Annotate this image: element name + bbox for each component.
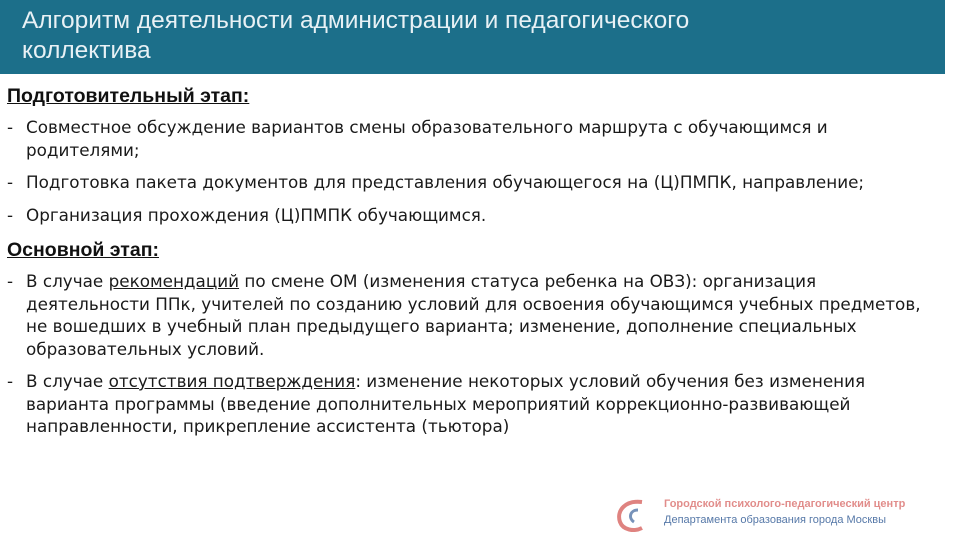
right-edge-strip bbox=[945, 0, 960, 540]
list-item-prefix: В случае bbox=[26, 371, 109, 391]
underlined-term: отсутствия подтверждения bbox=[108, 371, 356, 391]
list-item bbox=[7, 204, 937, 227]
list-item-prefix: В случае bbox=[26, 271, 109, 291]
logo-text-line-2: Департамента образования города Москвы bbox=[664, 514, 886, 526]
underlined-term: рекомендаций bbox=[108, 271, 240, 291]
center-logo bbox=[612, 492, 942, 536]
list-item bbox=[7, 116, 937, 161]
slide-body bbox=[7, 84, 937, 448]
list-dash: - bbox=[7, 271, 14, 291]
slide-title bbox=[22, 6, 922, 66]
slide-title-line-2: коллектива bbox=[22, 37, 151, 64]
list-dash: - bbox=[7, 371, 14, 391]
logo-text-line-1: Городской психолого-педагогический центр bbox=[664, 498, 906, 510]
list-dash: - bbox=[7, 172, 14, 192]
slide-title-line-1: Алгоритм деятельности администрации и педагогического bbox=[22, 7, 690, 34]
list-dash: - bbox=[7, 204, 14, 225]
preparatory-stage-heading: Подготовительный этап: bbox=[7, 85, 250, 107]
title-banner bbox=[0, 0, 945, 74]
list-item bbox=[7, 370, 937, 438]
list-item-text: Совместное обсуждение вариантов смены образовательного маршрута с обучающимся и родителями; bbox=[26, 117, 828, 160]
list-item-text: Подготовка пакета документов для представления обучающегося на (Ц)ПМПК, направление; bbox=[26, 172, 865, 192]
list-item bbox=[7, 270, 937, 360]
list-item-text: по смене ОМ (изменения статуса ребенка на ОВЗ): организация деятельности ППк, учителей по созданию условий для освоения обучающимся учебных предметов, не вошедших в учебный план предыдущего варианта; изменение, дополнение специальных образовательных условий. bbox=[26, 271, 921, 359]
main-stage-heading: Основной этап: bbox=[7, 239, 159, 261]
list-item-text: Организация прохождения (Ц)ПМПК обучающимся. bbox=[26, 204, 487, 225]
list-dash: - bbox=[7, 117, 14, 137]
list-item-text: : изменение некоторых условий обучения без изменения варианта программы (введение дополнительных мероприятий коррекционно-развивающей направленности, прикрепление ассистента (тьютора) bbox=[26, 371, 866, 436]
logo-swirl-icon bbox=[612, 496, 654, 534]
list-item bbox=[7, 171, 937, 194]
